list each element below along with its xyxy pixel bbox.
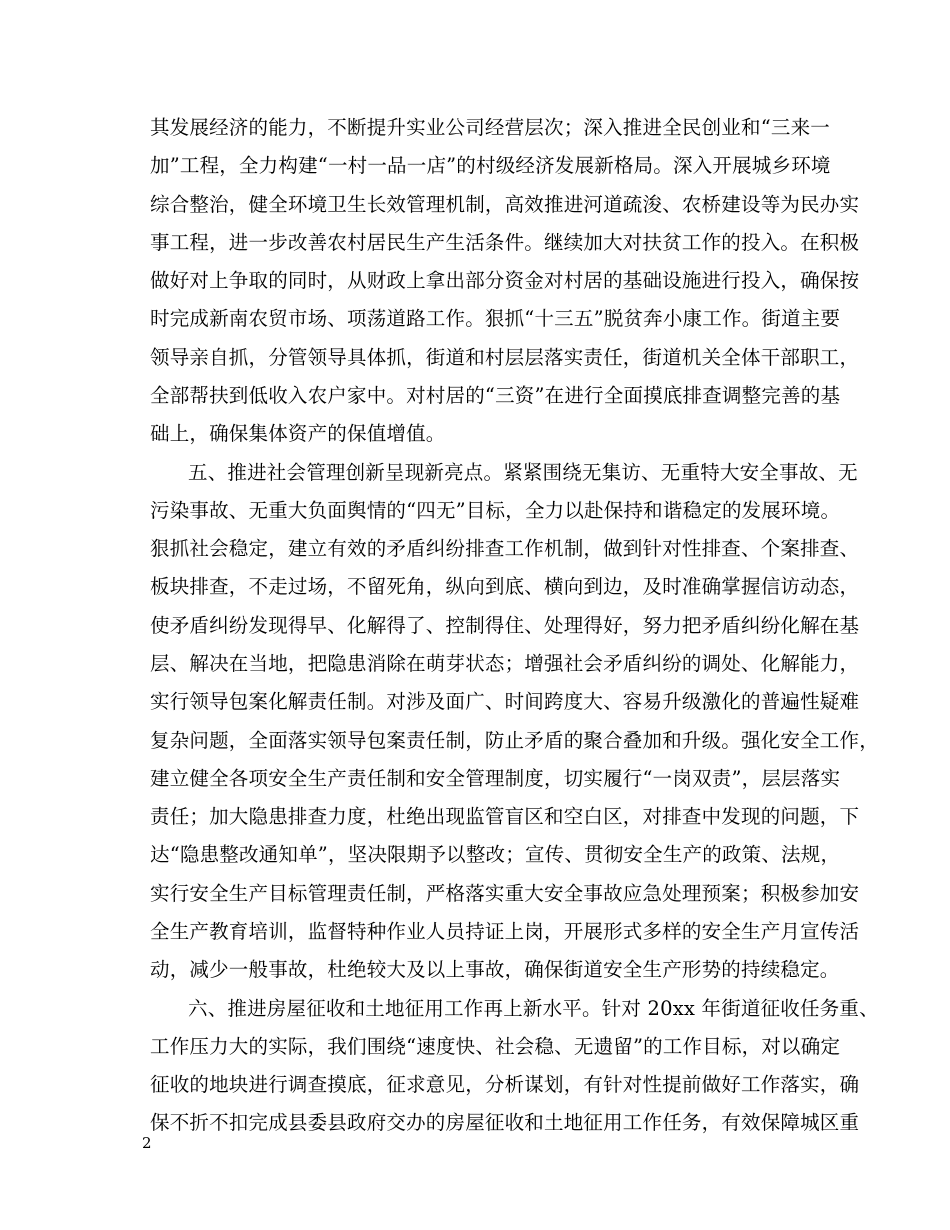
- text-line: 板块排查，不走过场，不留死角，纵向到底、横向到边，及时准确掌握信访动态，: [150, 575, 860, 598]
- text-line: 复杂问题，全面落实领导包案责任制，防止矛盾的聚合叠加和升级。强化安全工作，: [150, 729, 879, 752]
- text-line: 全生产教育培训，监督特种作业人员持证上岗，开展形式多样的安全生产月宣传活: [150, 920, 860, 943]
- text-line: 综合整治，健全环境卫生长效管理机制，高效推进河道疏浚、农桥建设等为民办实: [150, 193, 860, 216]
- text-line: 保不折不扣完成县委县政府交办的房屋征收和土地征用工作任务，有效保障城区重: [150, 1111, 860, 1134]
- text-line: 使矛盾纠纷发现得早、化解得了、控制得住、处理得好，努力把矛盾纠纷化解在基: [150, 614, 860, 637]
- text-line: 层、解决在当地，把隐患消除在萌芽状态；增强社会矛盾纠纷的调处、化解能力，: [150, 652, 860, 675]
- text-line: 础上，确保集体资产的保值增值。: [150, 422, 446, 445]
- text-line: 征收的地块进行调查摸底，征求意见，分析谋划，有针对性提前做好工作落实，确: [150, 1073, 860, 1096]
- text-line: 达“隐患整改通知单”，坚决限期予以整改；宣传、贯彻安全生产的政策、法规，: [150, 843, 841, 866]
- text-line: 狠抓社会稳定，建立有效的矛盾纠纷排查工作机制，做到针对性排查、个案排查、: [150, 537, 860, 560]
- text-line: 责任；加大隐患排查力度，杜绝出现监管盲区和空白区，对排查中发现的问题，下: [150, 805, 860, 828]
- text-line: 污染事故、无重大负面舆情的“四无”目标，全力以赴保持和谐稳定的发展环境。: [150, 499, 841, 522]
- page-number: 2: [142, 1134, 152, 1152]
- text-line: 其发展经济的能力，不断提升实业公司经营层次；深入推进全民创业和“三来一: [150, 116, 830, 139]
- text-line: 实行领导包案化解责任制。对涉及面广、时间跨度大、容易升级激化的普遍性疑难: [150, 690, 860, 713]
- paragraph-heading-5: 五、推进社会管理创新呈现新亮点。紧紧围绕无集访、无重特大安全事故、无: [188, 461, 858, 484]
- text-line: 工作压力大的实际，我们围绕“速度快、社会稳、无遗留”的工作目标，对以确定: [150, 1035, 841, 1058]
- paragraph-heading-6: 六、推进房屋征收和土地征用工作再上新水平。针对 20xx 年街道征收任务重、: [188, 997, 879, 1020]
- text-line: 领导亲自抓，分管领导具体抓，街道和村层层落实责任，街道机关全体干部职工，: [150, 346, 860, 369]
- text-line: 动，减少一般事故，杜绝较大及以上事故，确保街道安全生产形势的持续稳定。: [150, 958, 840, 981]
- text-line: 事工程，进一步改善农村居民生产生活条件。继续加大对扶贫工作的投入。在积极: [150, 231, 860, 254]
- text-line: 建立健全各项安全生产责任制和安全管理制度，切实履行“一岗双责”，层层落实: [150, 767, 841, 790]
- text-line: 做好对上争取的同时，从财政上拿出部分资金对村居的基础设施进行投入，确保按: [150, 269, 860, 292]
- text-line: 加”工程，全力构建“一村一品一店”的村级经济发展新格局。深入开展城乡环境: [150, 154, 831, 177]
- text-line: 全部帮扶到低收入农户家中。对村居的“三资”在进行全面摸底排查调整完善的基: [150, 384, 841, 407]
- text-line: 实行安全生产目标管理责任制，严格落实重大安全事故应急处理预案；积极参加安: [150, 882, 860, 905]
- text-line: 时完成新南农贸市场、项荡道路工作。狠抓“十三五”脱贫奔小康工作。街道主要: [150, 307, 841, 330]
